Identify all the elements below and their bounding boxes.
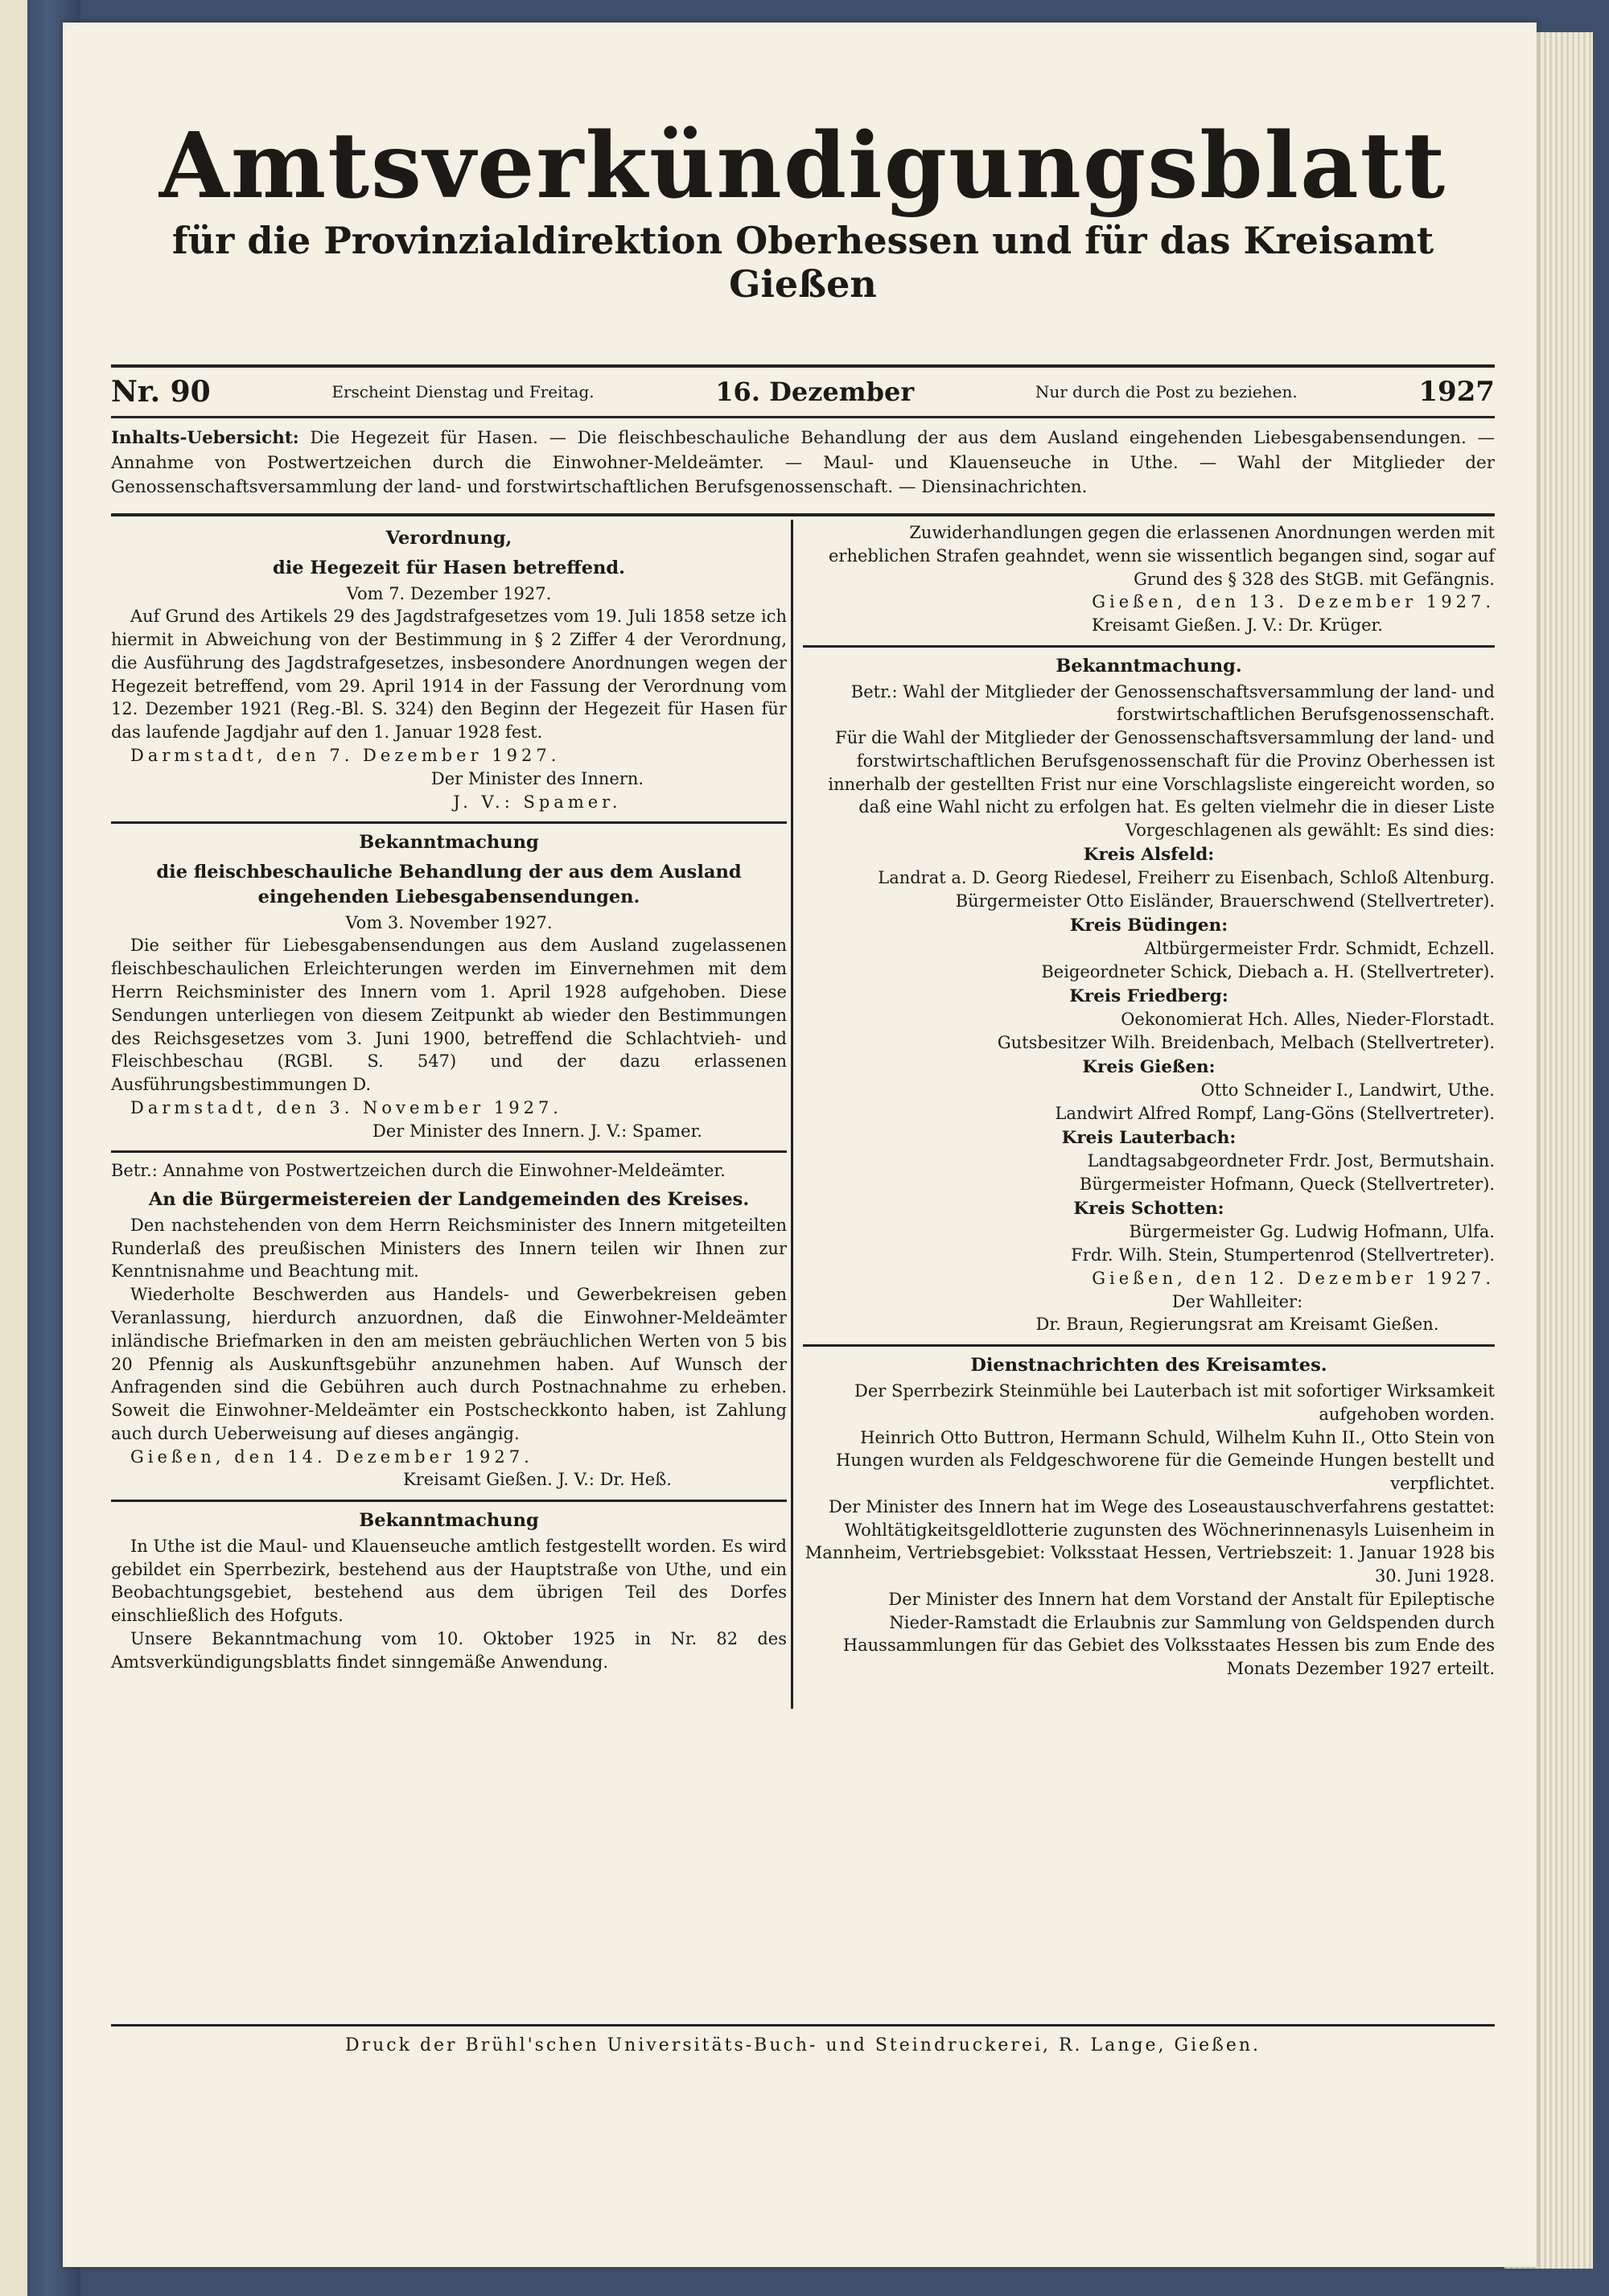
stamps-notice-place-date: Gießen, den 14. Dezember 1927.	[130, 1446, 533, 1467]
election-notice-body: Für die Wahl der Mitglieder der Genossenschaftsversammlung der land- und forstwirtschaftlichen Berufsgenossenschaft für die Provinz Oberhessen ist innerhalb der gestellten Frist nur eine Vorschlagsliste eingereicht worden, so daß eine Wahl nicht zu erfolgen hat. Es gelten vielmehr die in dieser Liste Vorgeschlagenen als gewählt: Es sind dies:	[828, 728, 1495, 841]
column-divider	[791, 520, 793, 1709]
disease-notice-continuation: Zuwiderhandlungen gegen die erlassenen Anordnungen werden mit erheblichen Strafen geahndet, wenn sie wissentlich begangen sind, sogar auf Grund des § 328 des StGB. mit Gefängnis.	[828, 523, 1495, 589]
meat-notice-body: Die seither für Liebesgabensendungen aus dem Ausland zugelassenen fleischbeschaulichen Erleichterungen werden im Einvernehmen mit dem Herrn Reichsminister des Innern vom 1. April 1928 aufgehoben. Diese Sendungen unterliegen von diesem Zeitpunkt ab wieder den Bestimmungen des Reichsgesetzes vom 3. Juni 1900, betreffend die Schlachtvieh- und Fleischbeschau (RGBl. S. 547) und der dazu erlassenen Ausführungsbestimmungen D.	[111, 936, 787, 1095]
issue-year: 1927	[1418, 376, 1495, 408]
issue-number: Nr. 90	[111, 375, 211, 409]
district-deputy: Beigeordneter Schick, Diebach a. H. (Stellvertreter).	[1041, 962, 1495, 982]
meat-notice-place-date: Darmstadt, den 3. November 1927.	[130, 1097, 562, 1117]
district-deputy: Landwirt Alfred Rompf, Lang-Göns (Stellvertreter).	[1055, 1104, 1495, 1124]
issue-delivery: Nur durch die Post zu beziehen.	[1035, 382, 1298, 401]
right-column	[803, 521, 1495, 1681]
disease-notice-p2: Unsere Bekanntmachung vom 10. Oktober 1925 in Nr. 82 des Amtsverkündigungsblatts findet sinngemäße Anwendung.	[111, 1629, 787, 1672]
footer-divider	[111, 2024, 1495, 2026]
section-divider	[111, 1150, 787, 1153]
contents-text: Die Hegezeit für Hasen. — Die fleischbeschauliche Behandlung der aus dem Ausland eingehenden Liebesgabensendungen. — Annahme von Postwertzeichen durch die Einwohner-Meldeämter. — Maul- und Klauenseuche in Uthe. — Wahl der Mitglieder der Genossenschaftsversammlung der land- und forstwirtschaftlichen Berufsgenossenschaft. — Diensinachrichten.	[111, 428, 1495, 498]
section-divider	[111, 821, 787, 824]
disease-notice-signature: Kreisamt Gießen. J. V.: Dr. Krüger.	[1092, 615, 1383, 636]
meat-notice-signature: Der Minister des Innern. J. V.: Spamer.	[372, 1121, 702, 1141]
district-giessen: Kreis Gießen:	[1082, 1056, 1216, 1077]
printer-imprint: Druck der Brühl'schen Universitäts-Buch- und Steindruckerei, R. Lange, Gießen.	[344, 2035, 1261, 2055]
newspaper-page	[63, 23, 1537, 2267]
district-deputy: Bürgermeister Otto Eisländer, Brauerschwend (Stellvertreter).	[955, 891, 1495, 911]
service-news-p2: Heinrich Otto Buttron, Hermann Schuld, Wilhelm Kuhn II., Otto Stein von Hungen wurden als Feldgeschworene für die Gemeinde Hungen bestellt und verpflichtet.	[836, 1427, 1495, 1494]
issue-info-bar	[111, 364, 1495, 418]
service-news-p5: Der Minister des Innern hat dem Vorstand der Anstalt für Epileptische Nieder-Ramstadt die Erlaubnis zur Sammlung von Geldspenden durch Haussammlungen für das Gebiet des Volksstaates Hessen bis zum Ende des Monats Dezember 1927 erteilt.	[842, 1589, 1495, 1679]
ordinance-heading: Verordnung,	[385, 528, 512, 549]
district-schotten: Kreis Schotten:	[1073, 1198, 1224, 1219]
district-deputy: Frdr. Wilh. Stein, Stumpertenrod (Stellvertreter).	[1071, 1245, 1495, 1265]
district-member: Otto Schneider I., Landwirt, Uthe.	[1200, 1080, 1495, 1101]
masthead	[111, 113, 1495, 306]
section-divider	[803, 1344, 1495, 1347]
contents-divider	[111, 513, 1495, 516]
district-friedberg: Kreis Friedberg:	[1069, 985, 1228, 1006]
issue-date: 16. Dezember	[715, 376, 915, 407]
disease-notice-p1: In Uthe ist die Maul- und Klauenseuche amtlich festgestellt worden. Es wird gebildet ein Sperrbezirk, bestehend aus der Hauptstraße von Uthe, und ein Beobachtungsgebiet, bestehend aus dem übrigen Teil des Dorfes einschließlich des Hofguts.	[111, 1536, 787, 1626]
table-of-contents	[111, 426, 1495, 500]
district-member: Altbürgermeister Frdr. Schmidt, Echzell.	[1144, 939, 1495, 959]
service-news-p4: Wohltätigkeitsgeldlotterie zugunsten des Wöchnerinnenasyls Luisenheim in Mannheim, Vertriebsgebiet: Volksstaat Hessen, Vertriebszeit: 1. Januar 1928 bis 30. Juni 1928.	[804, 1520, 1495, 1586]
stamps-notice-p2: Wiederholte Beschwerden aus Handels- und Gewerbekreisen geben Veranlassung, hierdurch anzuordnen, daß die Einwohner-Meldeämter inländische Briefmarken in den am meisten gebräuchlichen Werten von 5 bis 20 Pfennig als Auskunftsgebühr anzunehmen haben. Auf Wunsch der Anfragenden sind die Gebühren auch durch Postnachnahme zu erheben. Soweit die Einwohner-Meldeämter ein Postscheckkonto haben, ist Zahlung auch durch Ueberweisung auf dieses angängig.	[111, 1285, 787, 1443]
district-member: Landrat a. D. Georg Riedesel, Freiherr zu Eisenbach, Schloß Altenburg.	[878, 868, 1495, 888]
district-deputy: Bürgermeister Hofmann, Queck (Stellvertreter).	[1079, 1175, 1495, 1195]
masthead-subtitle: für die Provinzialdirektion Oberhessen und für das Kreisamt Gießen	[171, 218, 1434, 306]
service-news-p1: Der Sperrbezirk Steinmühle bei Lauterbach ist mit sofortiger Wirksamkeit aufgehoben worden.	[854, 1381, 1495, 1424]
district-alsfeld: Kreis Alsfeld:	[1083, 845, 1215, 865]
left-column	[111, 521, 787, 1674]
left-page-edge	[0, 0, 27, 2296]
disease-notice-place-date: Gießen, den 13. Dezember 1927.	[1092, 592, 1495, 612]
election-notice-subject: Betr.: Wahl der Mitglieder der Genossenschaftsversammlung der land- und forstwirtschaftlichen Berufsgenossenschaft.	[850, 681, 1495, 725]
election-notice-place-date: Gießen, den 12. Dezember 1927.	[1092, 1268, 1495, 1288]
stamps-notice-subject: Betr.: Annahme von Postwertzeichen durch die Einwohner-Meldeämter.	[111, 1161, 726, 1181]
ordinance-body: Auf Grund des Artikels 29 des Jagdstrafgesetzes vom 19. Juli 1858 setze ich hiermit in Abweichung von der Bestimmung in § 2 Ziffer 4 der Verordnung, die Ausführung des Jagdstrafgesetzes, insbesondere Anordnungen wegen der Hegezeit betreffend, vom 29. April 1914 in der Fassung der Verordnung vom 12. Dezember 1921 (Reg.-Bl. S. 324) den Beginn der Hegezeit für Hasen für das laufende Jagdjahr auf den 1. Januar 1928 fest.	[111, 607, 787, 743]
district-member: Landtagsabgeordneter Frdr. Jost, Bermutshain.	[1087, 1151, 1495, 1171]
service-news-heading: Dienstnachrichten des Kreisamtes.	[970, 1355, 1327, 1376]
district-deputy: Gutsbesitzer Wilh. Breidenbach, Melbach (Stellvertreter).	[997, 1033, 1495, 1053]
meat-notice-date: Vom 3. November 1927.	[345, 912, 553, 932]
stamps-notice-signature: Kreisamt Gießen. J. V.: Dr. Heß.	[403, 1470, 672, 1490]
election-notice-signature-title: Der Wahlleiter:	[1171, 1291, 1303, 1311]
district-buedingen: Kreis Büdingen:	[1069, 915, 1228, 936]
stamps-notice-p1: Den nachstehenden von dem Herrn Reichsminister des Innern mitgeteilten Runderlaß des preußischen Ministers des Innern teilen wir Ihnen zur Kenntnisnahme und Beachtung mit.	[111, 1215, 787, 1282]
issue-schedule: Erscheint Dienstag und Freitag.	[331, 382, 595, 401]
section-divider	[803, 645, 1495, 648]
stamps-notice-heading: An die Bürgermeistereien der Landgemeinden des Kreises.	[148, 1189, 750, 1211]
contents-label: Inhalts-Uebersicht:	[111, 428, 299, 448]
ordinance-date: Vom 7. Dezember 1927.	[346, 583, 552, 603]
election-notice-signature-name: Dr. Braun, Regierungsrat am Kreisamt Gießen.	[1035, 1315, 1439, 1335]
ordinance-subject: die Hegezeit für Hasen betreffend.	[273, 557, 625, 578]
election-notice-heading: Bekanntmachung.	[1056, 655, 1242, 677]
district-member: Bürgermeister Gg. Ludwig Hofmann, Ulfa.	[1129, 1222, 1495, 1242]
meat-notice-subject: die fleischbeschauliche Behandlung der aus dem Ausland eingehenden Liebesgabensendungen.	[156, 862, 742, 907]
district-lauterbach: Kreis Lauterbach:	[1061, 1127, 1237, 1148]
masthead-title: Amtsverkündigungsblatt	[158, 113, 1447, 219]
section-divider	[111, 1500, 787, 1502]
ordinance-signature-name: J. V.: Spamer.	[453, 792, 622, 812]
meat-notice-heading: Bekanntmachung	[359, 832, 539, 854]
ordinance-place-date: Darmstadt, den 7. Dezember 1927.	[130, 745, 561, 765]
disease-notice-heading: Bekanntmachung	[359, 1510, 539, 1532]
district-member: Oekonomierat Hch. Alles, Nieder-Florstadt.	[1121, 1010, 1495, 1030]
ordinance-signature-title: Der Minister des Innern.	[430, 768, 644, 788]
service-news-p3: Der Minister des Innern hat im Wege des Loseaustauschverfahrens gestattet:	[829, 1496, 1495, 1516]
